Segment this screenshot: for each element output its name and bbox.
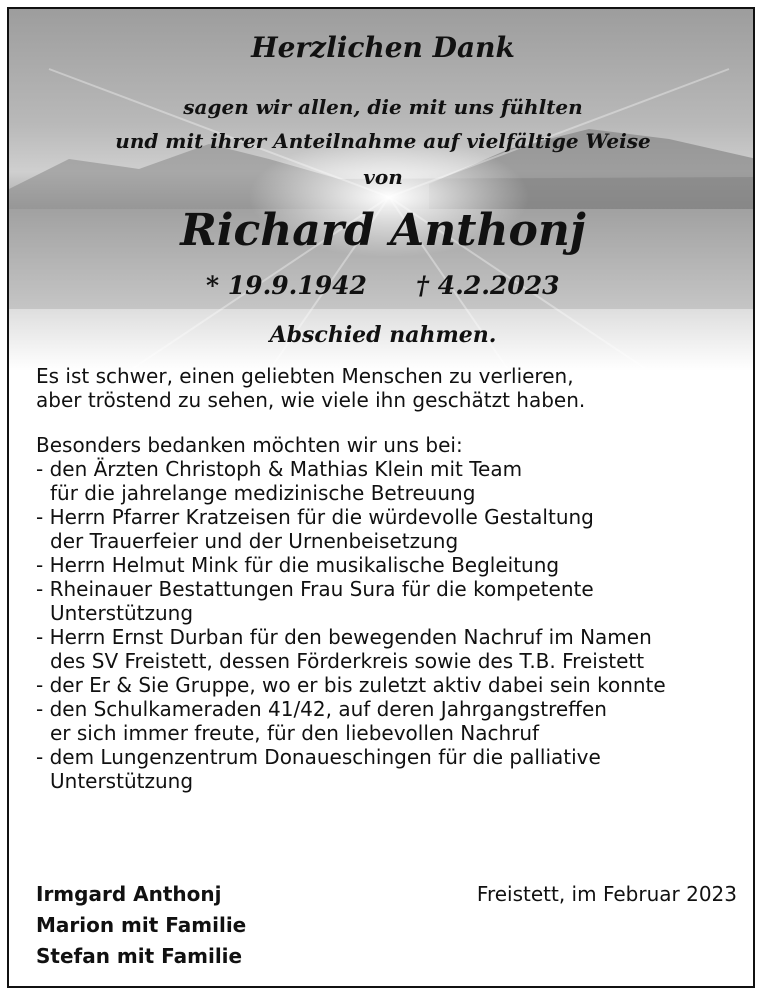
list-item: - dem Lungenzentrum Donaueschingen für die palliative: [36, 745, 601, 769]
death-date: † 4.2.2023: [416, 271, 560, 300]
birth-date: * 19.9.1942: [206, 271, 367, 300]
list-item: Unterstützung: [50, 601, 194, 625]
list-item: - den Ärzten Christoph & Mathias Klein mit Team: [36, 457, 523, 481]
thanks-list: [36, 433, 736, 793]
list-item: - Herrn Ernst Durban für den bewegenden Nachruf im Namen: [36, 625, 652, 649]
list-item: - Herrn Helmut Mink für die musikalische Begleitung: [36, 553, 560, 577]
list-item: des SV Freistett, dessen Förderkreis sowie des T.B. Freistett: [50, 649, 645, 673]
heading-line-1: sagen wir allen, die mit uns fühlten: [183, 95, 583, 119]
list-item: der Trauerfeier und der Urnenbeisetzung: [50, 529, 459, 553]
list-item: - Herrn Pfarrer Kratzeisen für die würdevolle Gestaltung: [36, 505, 594, 529]
signature-line: Stefan mit Familie: [36, 944, 243, 968]
place-date: Freistett, im Februar 2023: [476, 882, 737, 906]
deceased-name: Richard Anthonj: [180, 205, 586, 256]
heading-line-2: und mit ihrer Anteilnahme auf vielfältige Weise: [115, 129, 651, 153]
thanks-lead: Besonders bedanken möchten wir uns bei:: [36, 433, 463, 457]
intro-line: aber tröstend zu sehen, wie viele ihn geschätzt haben.: [36, 388, 586, 412]
list-item: für die jahrelange medizinische Betreuung: [50, 481, 476, 505]
obituary-card: [7, 7, 755, 988]
list-item: - der Er & Sie Gruppe, wo er bis zuletzt aktiv dabei sein konnte: [36, 673, 666, 697]
intro-line: Es ist schwer, einen geliebten Menschen zu verlieren,: [36, 364, 574, 388]
list-item: er sich immer freute, für den liebevollen Nachruf: [50, 721, 540, 745]
intro-text: [36, 364, 736, 412]
list-item: - Rheinauer Bestattungen Frau Sura für die kompetente: [36, 577, 594, 601]
list-item: Unterstützung: [50, 769, 194, 793]
list-item: - den Schulkameraden 41/42, auf deren Jahrgangstreffen: [36, 697, 607, 721]
signature-line: Irmgard Anthonj: [36, 882, 222, 906]
heading-line-3: von: [363, 165, 403, 189]
life-dates: [9, 271, 755, 305]
heading-closing: Abschied nahmen.: [269, 322, 497, 348]
heading-title: Herzlichen Dank: [251, 31, 515, 64]
signatures: [36, 879, 246, 972]
signature-line: Marion mit Familie: [36, 913, 247, 937]
